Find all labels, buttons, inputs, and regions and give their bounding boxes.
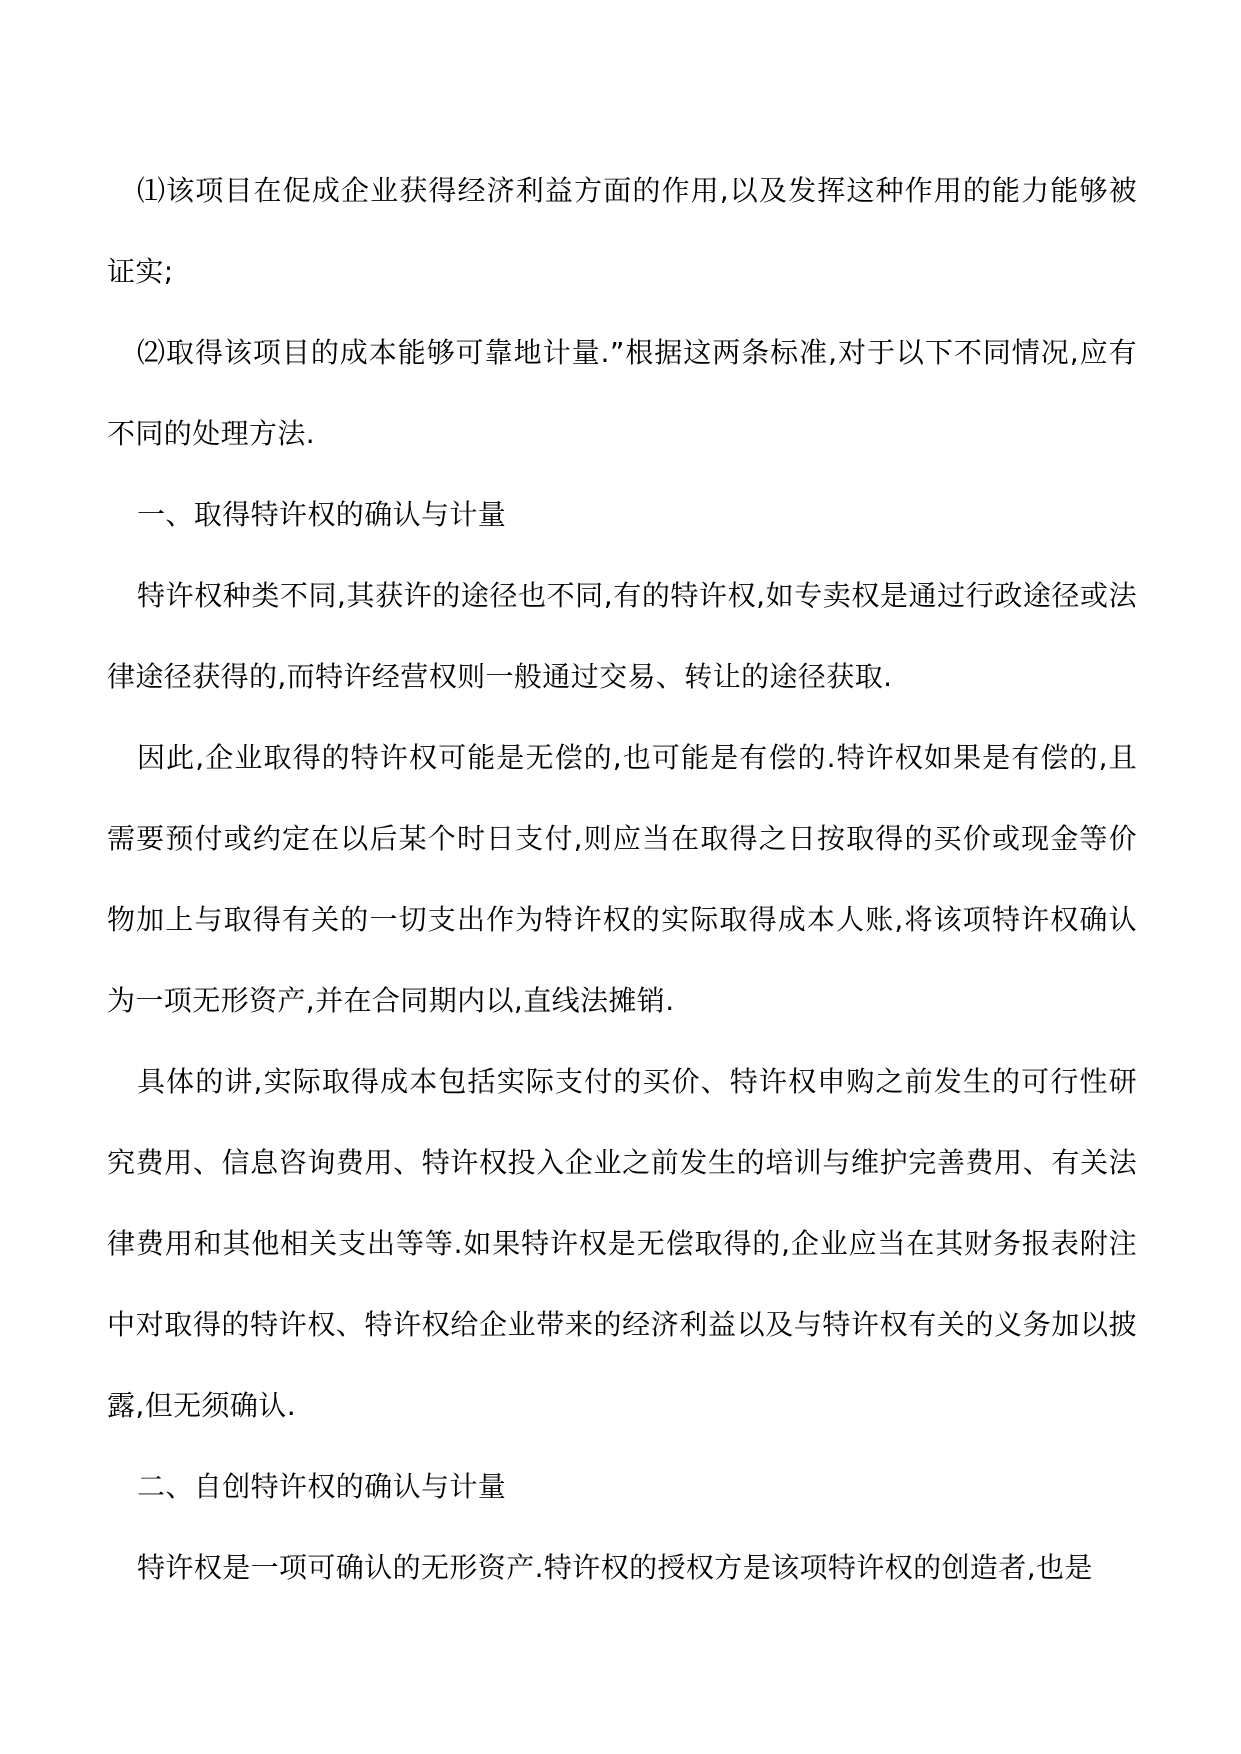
paragraph-paid-franchise: 因此,企业取得的特许权可能是无偿的,也可能是有偿的.特许权如果是有偿的,且需要预付或约定在以后某个时日支付,则应当在取得之日按取得的买价或现金等价物加上与取得有关的一切支出作为特许权的实际取得成本人账,将该项特许权确认为一项无形资产,并在合同期内以,直线法摊销. (107, 741, 1137, 1017)
paragraph-criterion-1: ⑴该项目在促成企业获得经济利益方面的作用,以及发挥这种作用的能力能够被证实; (107, 174, 1137, 288)
paragraph-criterion-2: ⑵取得该项目的成本能够可靠地计量.”根据这两条标准,对于以下不同情况,应有不同的处理方法. (107, 336, 1137, 450)
paragraph-self-created: 特许权是一项可确认的无形资产.特许权的授权方是该项特许权的创造者,也是 (137, 1551, 1093, 1584)
document-page (107, 150, 1137, 1608)
paragraph-acquisition-cost: 具体的讲,实际取得成本包括实际支付的买价、特许权申购之前发生的可行性研究费用、信息咨询费用、特许权投入企业之前发生的培训与维护完善费用、有关法律费用和其他相关支出等等.如果特许权是无偿取得的,企业应当在其财务报表附注中对取得的特许权、特许权给企业带来的经济利益以及与特许权有关的义务加以披露,但无须确认. (107, 1065, 1137, 1422)
section-heading-acquired: 一、取得特许权的确认与计量 (137, 498, 507, 531)
paragraph-acquisition-routes: 特许权种类不同,其获许的途径也不同,有的特许权,如专卖权是通过行政途径或法律途径获得的,而特许经营权则一般通过交易、转让的途径获取. (107, 579, 1137, 693)
section-heading-self-created: 二、自创特许权的确认与计量 (137, 1470, 507, 1503)
